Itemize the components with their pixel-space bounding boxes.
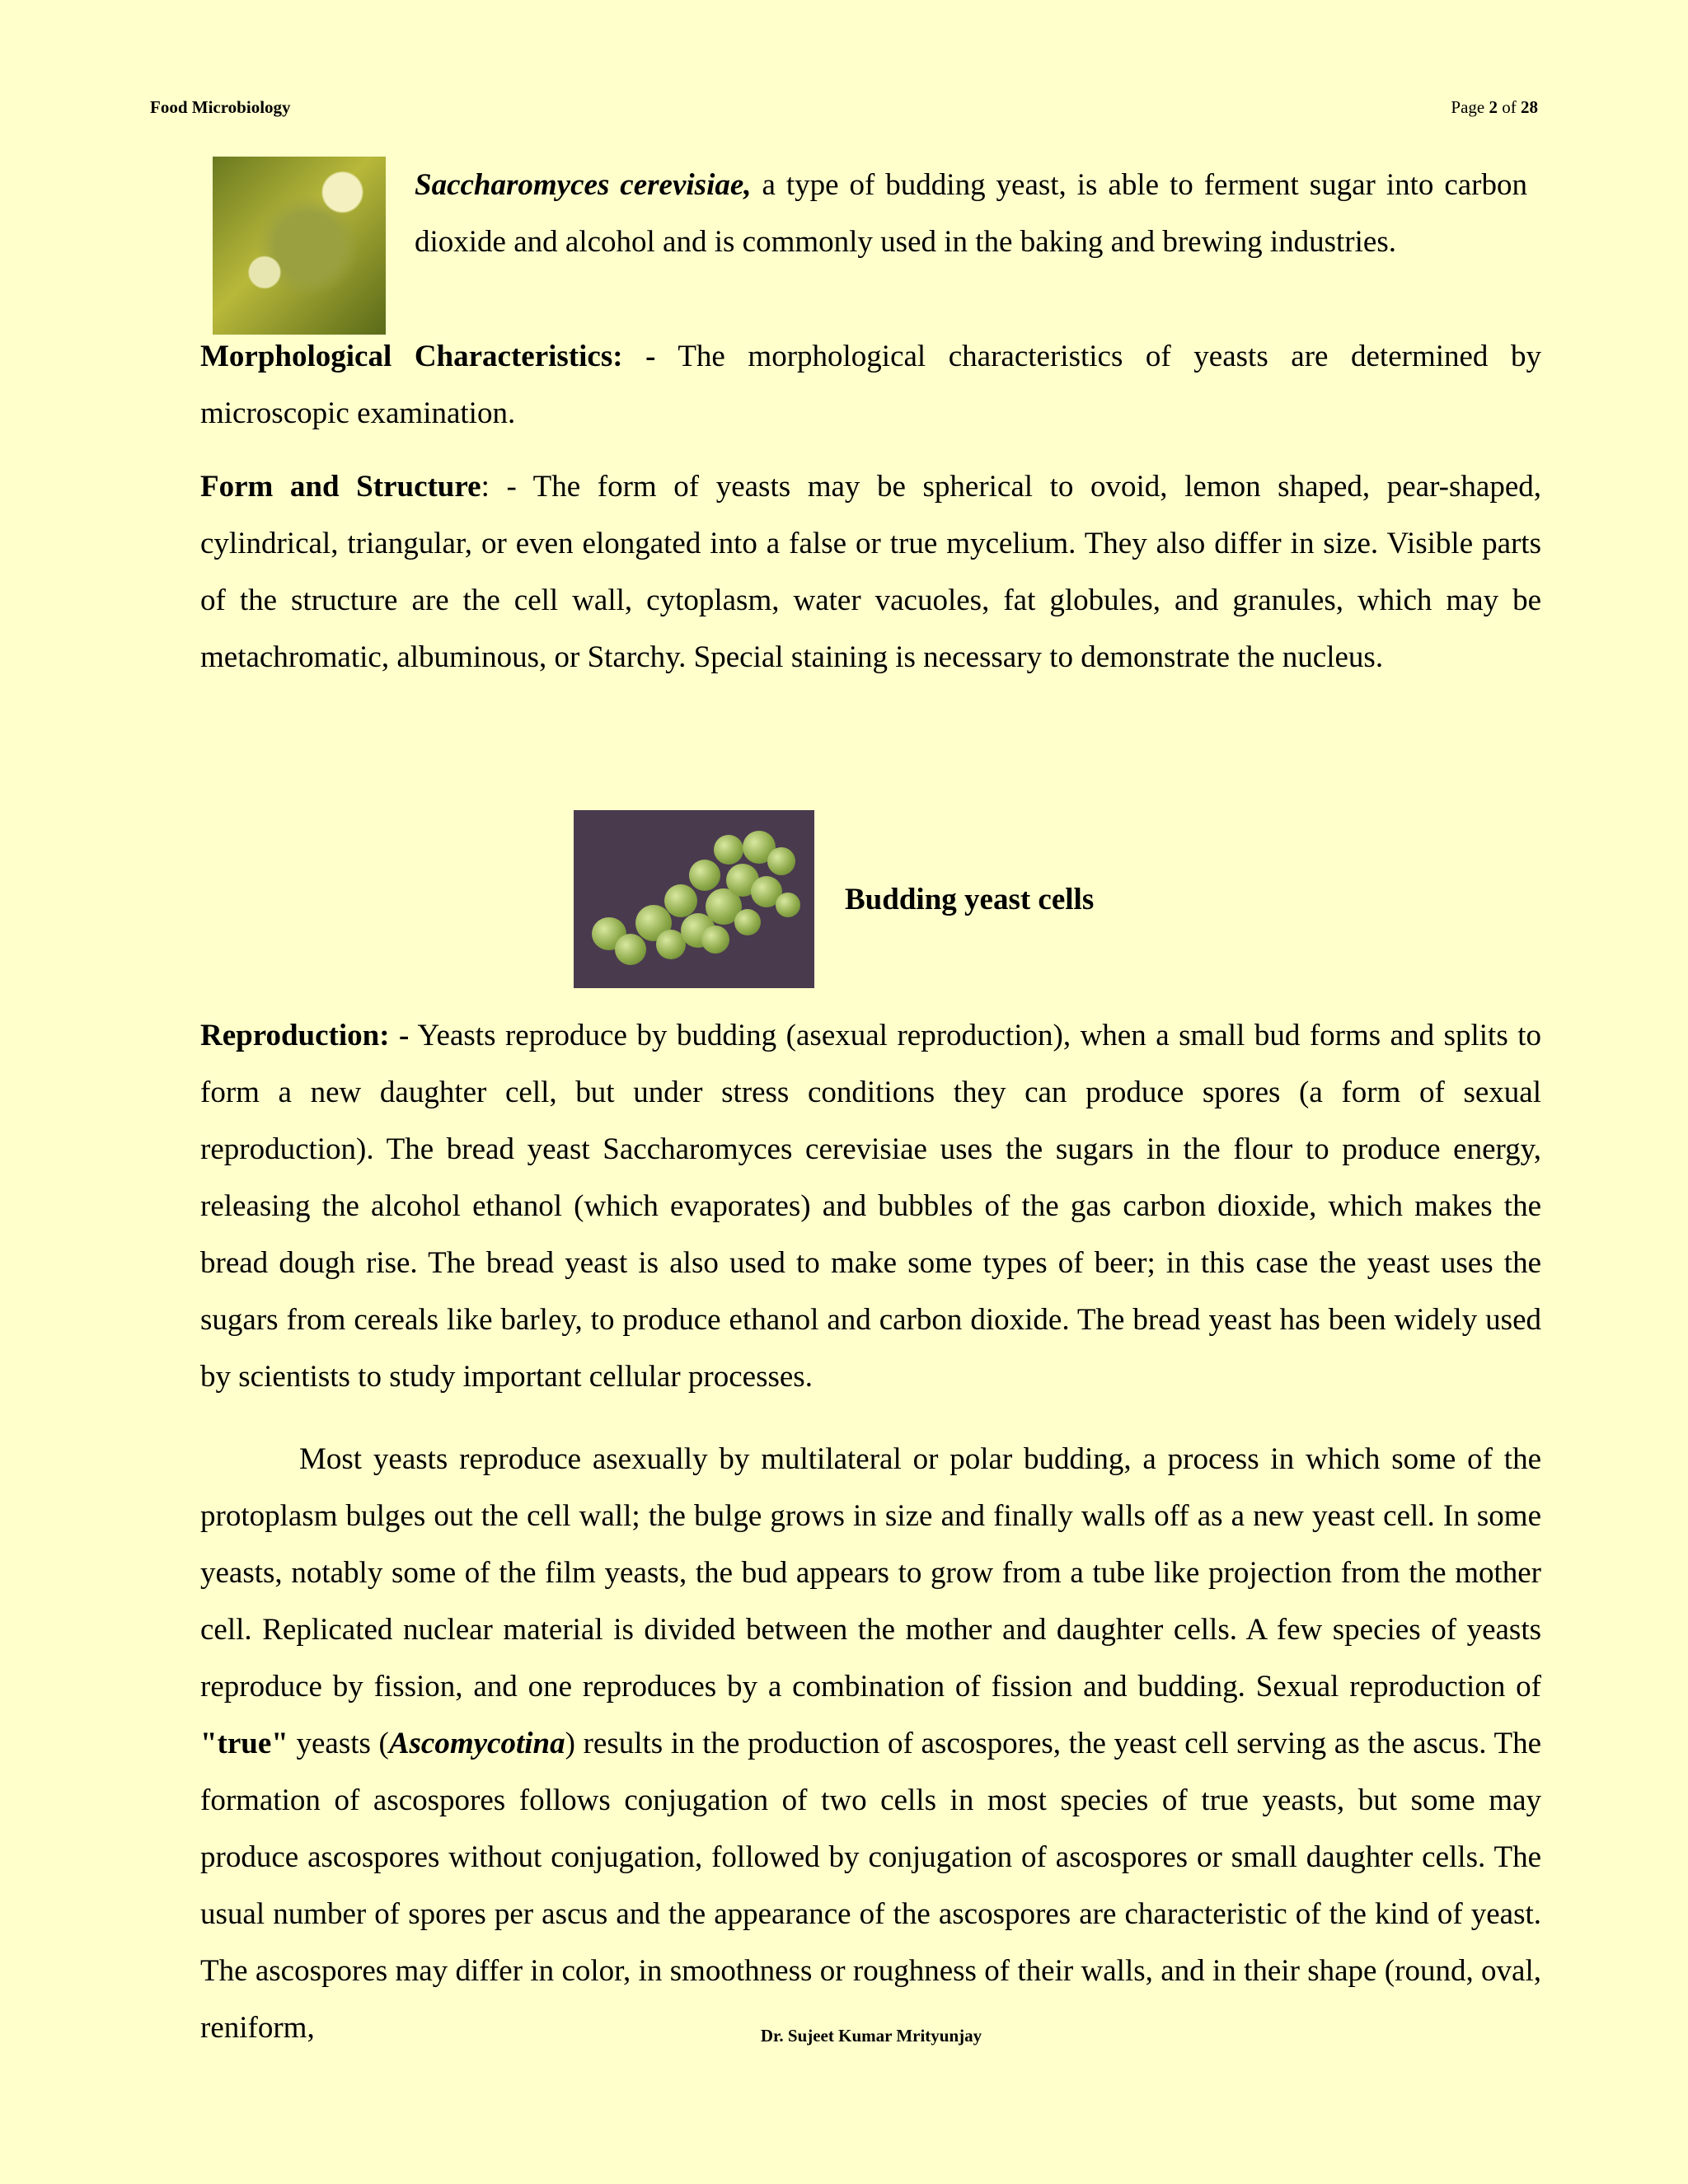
- true-word: "true": [200, 1727, 288, 1760]
- intro-text: a type of budding yeast, is able to ferment sugar into carbon dioxide and alcohol and is commonly used in the baking and brewing industries.: [415, 168, 1527, 259]
- budding-text-3: ) results in the production of ascospores, the yeast cell serving as the ascus. The formation of ascospores follows conjugation of two cells in most species of true yeasts, but some may produce ascospores without conjugation, followed by conjugation of ascospores or small daughter cells. The usual number of spores per ascus and the appearance of the ascospores are characteristic of the kind of yeast. The ascospores may differ in color, in smoothness or roughness of their walls, and in their shape (round, oval, reniform,: [200, 1727, 1541, 2045]
- reproduction-heading: Reproduction: -: [200, 1019, 410, 1052]
- intro-paragraph: [415, 157, 1527, 270]
- form-structure-text: : - The form of yeasts may be spherical to ovoid, lemon shaped, pear-shaped, cylindrical, triangular, or even elongated into a false or true mycelium. They also differ in size. Visible parts of the structure are the cell wall, cytoplasm, water vacuoles, fat globules, and granules, which may be metachromatic, albuminous, or Starchy. Special staining is necessary to demonstrate the nucleus.: [200, 470, 1541, 674]
- budding-text-1: Most yeasts reproduce asexually by multilateral or polar budding, a process in which some of the protoplasm bulges out the cell wall; the bulge grows in size and finally walls off as a new yeast cell. In some yeasts, notably some of the film yeasts, the bud appears to grow from a tube like projection from the mother cell. Replicated nuclear material is divided between the mother and daughter cells. A few species of yeasts reproduce by fission, and one reproduces by a combination of fission and budding. Sexual reproduction of: [200, 1442, 1541, 1704]
- yeast-culture-image: [213, 157, 386, 335]
- morphology-paragraph: [200, 328, 1541, 442]
- budding-yeast-image: [574, 810, 814, 988]
- running-header-title: Food Microbiology: [150, 97, 291, 117]
- taxon-name: Ascomycotina: [388, 1727, 565, 1760]
- species-name: Saccharomyces cerevisiae,: [415, 168, 752, 202]
- form-structure-paragraph: [200, 458, 1541, 686]
- page-prefix: Page: [1451, 97, 1489, 117]
- page-total: 28: [1521, 97, 1538, 117]
- budding-text-2: yeasts (: [288, 1727, 389, 1760]
- budding-paragraph: [200, 1431, 1541, 2056]
- page-current: 2: [1489, 97, 1498, 117]
- form-structure-heading: Form and Structure: [200, 470, 481, 504]
- footer-author: Dr. Sujeet Kumar Mrityunjay: [760, 2026, 982, 2046]
- morphology-heading: Morphological Characteristics: -: [200, 340, 656, 373]
- figure-caption: Budding yeast cells: [845, 883, 1095, 916]
- page-number: [1451, 97, 1538, 118]
- page-of: of: [1498, 97, 1521, 117]
- reproduction-paragraph: [200, 1007, 1541, 1405]
- reproduction-text: Yeasts reproduce by budding (asexual reproduction), when a small bud forms and splits to form a new daughter cell, but under stress conditions they can produce spores (a form of sexual reproduction). The bread yeast Saccharomyces cerevisiae uses the sugars in the flour to produce energy, releasing the alcohol ethanol (which evaporates) and bubbles of the gas carbon dioxide, which makes the bread dough rise. The bread yeast is also used to make some types of beer; in this case the yeast uses the sugars from cereals like barley, to produce ethanol and carbon dioxide. The bread yeast has been widely used by scientists to study important cellular processes.: [200, 1019, 1542, 1394]
- morphology-text: The morphological characteristics of yeasts are determined by microscopic examination.: [200, 340, 1541, 430]
